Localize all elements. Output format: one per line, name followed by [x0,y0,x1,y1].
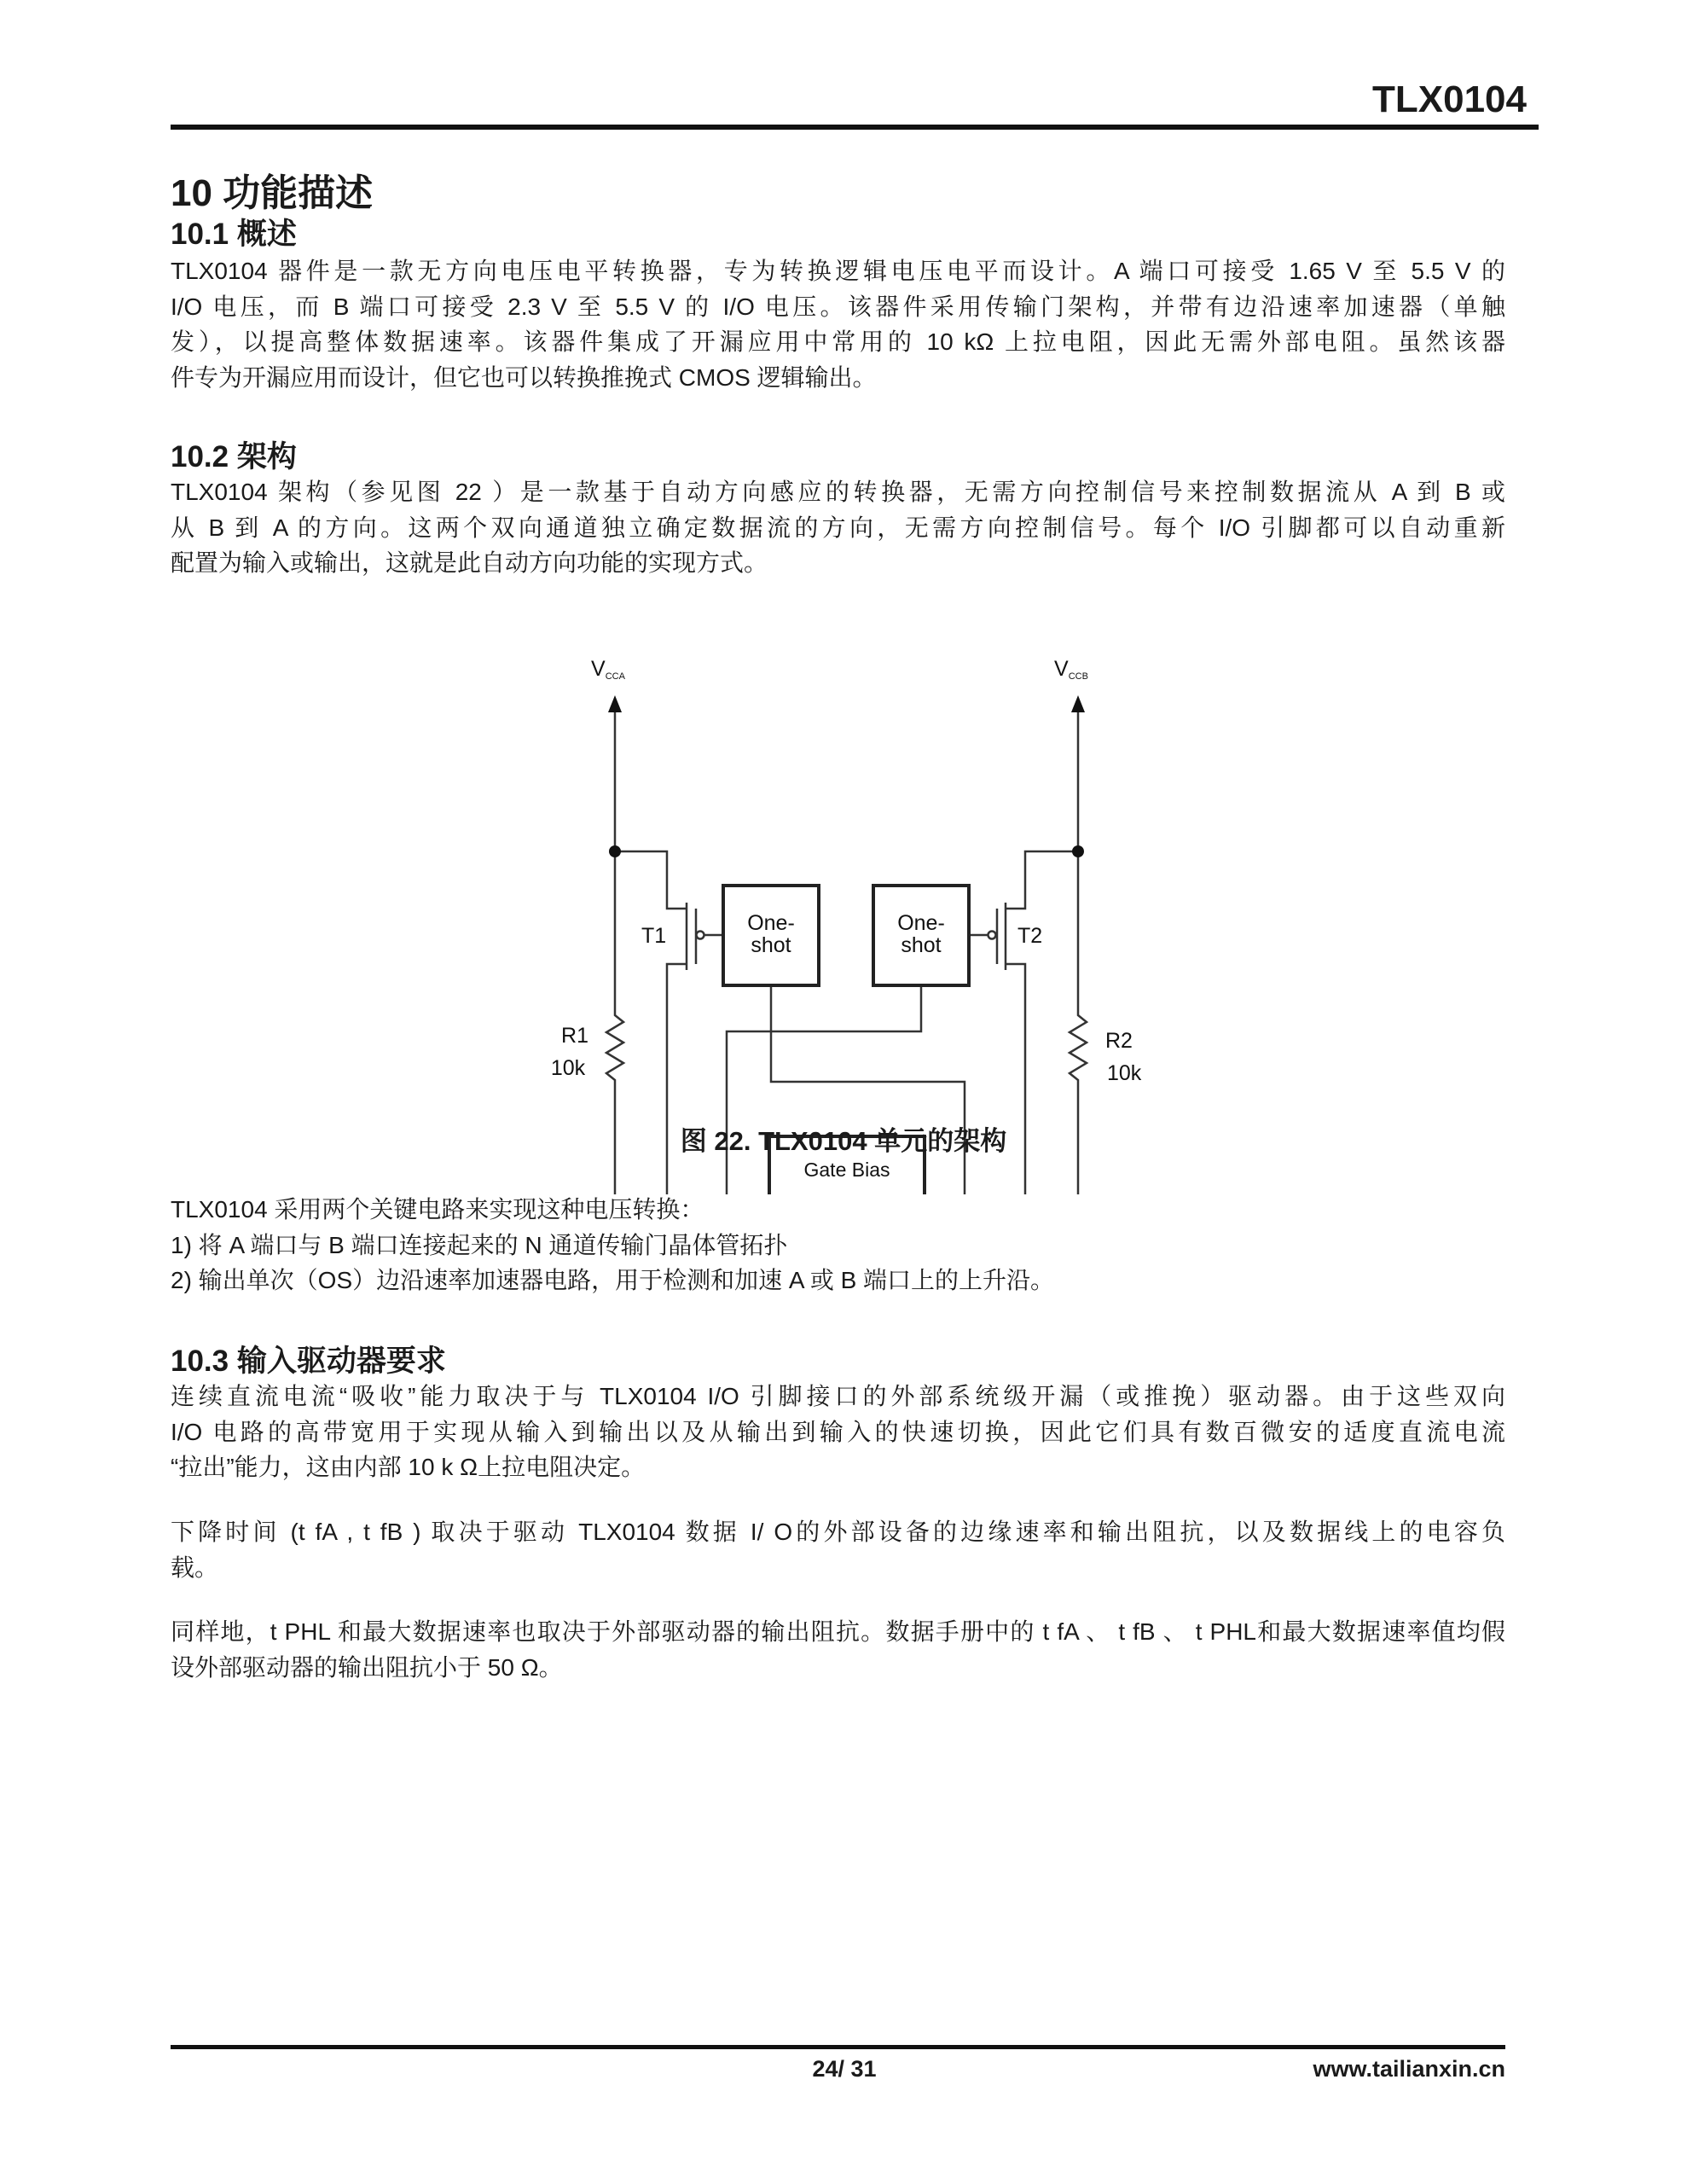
text-line: 件专为开漏应用而设计，但它也可以转换推挽式 CMOS 逻辑输出。 [171,363,877,391]
text-line: 发），以提高整体数据速率。该器件集成了开漏应用中常用的 10 kΩ 上拉电阻，因此无需外部电阻。虽然该器 [171,328,1505,355]
list-item: 2) 输出单次（OS）边沿速率加速器电路，用于检测和加速 A 或 B 端口上的上升沿。 [171,1267,1055,1293]
oneshot2-label: One- [897,911,945,935]
t1-label: T1 [641,924,667,948]
output-impedance-paragraph [171,1614,1505,1685]
r2-label: R2 [1105,1029,1133,1053]
text-line: 下降时间 (t fA , t fB ) 取决于驱动 TLX0104 数据 I/ O的外部设备的边缘速率和输出阻抗，以及数据线上的电容负 [171,1519,1505,1545]
vccb-arrow-icon [1071,695,1085,712]
r2-resistor [1070,1001,1087,1100]
t1-gate-bubble [697,932,704,939]
text-line: 载。 [171,1554,219,1581]
oneshot1-label: One- [747,911,795,935]
gate-bias-label: Gate Bias [803,1159,890,1181]
r1-value: 10k [550,1056,586,1080]
vcca-arrow-icon [608,695,622,712]
section-10-3-body [171,1379,1505,1485]
fall-time-paragraph [171,1514,1505,1585]
text-line: 配置为输入或输出，这就是此自动方向功能的实现方式。 [171,549,768,576]
page-number: 24/ 31 [812,2056,877,2082]
r1-label: R1 [561,1024,588,1048]
text-line: TLX0104 架构（参见图 22 ）是一款基于自动方向感应的转换器，无需方向控制信号来控制数据流从 A 到 B 或 [171,479,1505,505]
section-10-3-heading: 10.3 输入驱动器要求 [171,1345,446,1378]
text-line: “拉出”能力，这由内部 10 k Ω上拉电阻决定。 [171,1454,646,1480]
junction-dot [1072,845,1084,857]
figure-caption: 图 22. TLX0104 单元的架构 [680,1126,1007,1156]
circuit-list [171,1192,1505,1298]
r2-value: 10k [1107,1061,1142,1085]
section-10-1-heading: 10.1 概述 [171,218,297,251]
text-line: I/O 电路的高带宽用于实现从输入到输出以及从输出到输入的快速切换，因此它们具有数百微安的适度直流电流 [171,1418,1505,1445]
r1-resistor [606,1001,623,1100]
section-10-2-heading: 10.2 架构 [171,440,297,473]
oneshot1-label: shot [751,933,791,957]
t2-gate-bubble [988,932,996,939]
text-line: 连续直流电流“吸收”能力取决于与 TLX0104 I/O 引脚接口的外部系统级开漏（或推挽）驱动器。由于这些双向 [171,1383,1505,1409]
footer-rule [171,2045,1505,2049]
document-title: TLX0104 [1372,78,1527,120]
text-line: 从 B 到 A 的方向。这两个双向通道独立确定数据流的方向，无需方向控制信号。每个 I/O 引脚都可以自动重新 [171,514,1505,541]
list-item: 1) 将 A 端口与 B 端口连接起来的 N 通道传输门晶体管拓扑 [171,1231,788,1258]
vccb-label: VCCB [1054,657,1088,682]
section-10-heading: 10 功能描述 [171,172,374,214]
vcca-label: VCCA [591,657,625,682]
text-line: 设外部驱动器的输出阻抗小于 50 Ω。 [171,1653,563,1681]
website-link[interactable]: www.tailianxin.cn [1313,2056,1505,2082]
oneshot2-label: shot [901,933,942,957]
t2-label: T2 [1017,924,1043,948]
text-line: TLX0104 采用两个关键电路来实现这种电压转换： [171,1196,704,1223]
text-line: I/O 电压，而 B 端口可接受 2.3 V 至 5.5 V 的 I/O 电压。该器件采用传输门架构，并带有边沿速率加速器（单触 [171,293,1505,320]
junction-dot [609,845,621,857]
text-line: 同样地，t PHL 和最大数据速率也取决于外部驱动器的输出阻抗。数据手册中的 t fA 、 t fB 、 t PHL和最大数据速率值均假 [171,1618,1505,1645]
text-line: TLX0104 器件是一款无方向电压电平转换器，专为转换逻辑电压电平而设计。A 端口可接受 1.65 V 至 5.5 V 的 [171,258,1505,284]
